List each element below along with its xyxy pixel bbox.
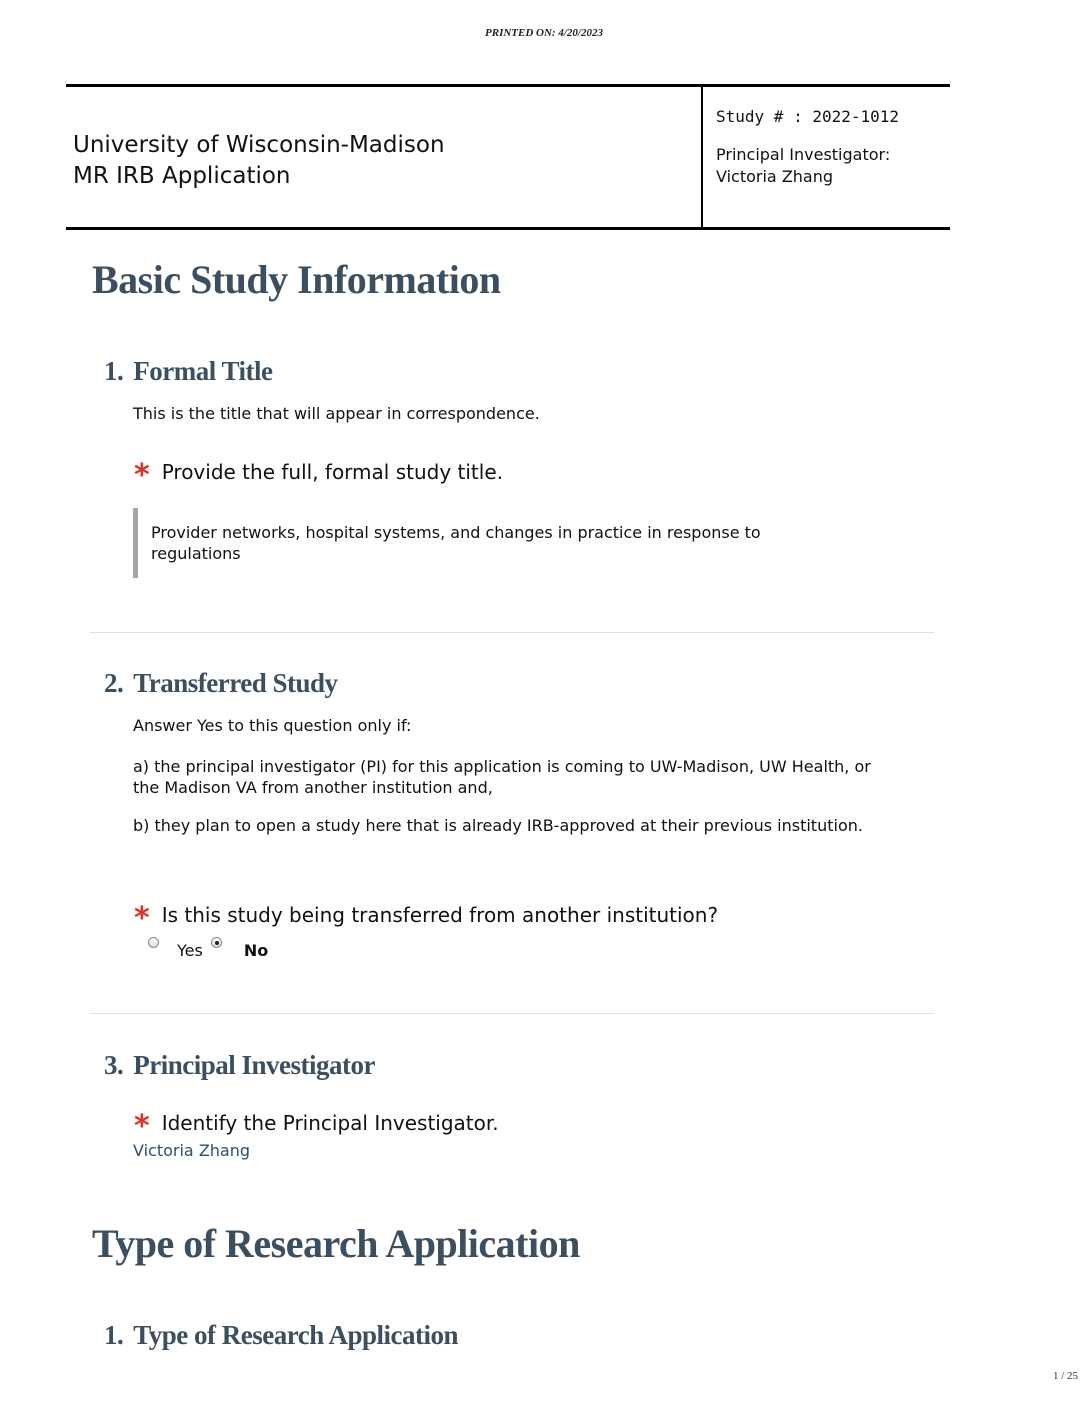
radio-no-label: No <box>243 941 269 960</box>
required-asterisk-icon: * <box>134 458 150 493</box>
question-number: 2. <box>104 668 124 698</box>
question-text: Provide the full, formal study title. <box>161 460 503 484</box>
header-institution <box>73 130 445 192</box>
section-title-type-of-research: Type of Research Application <box>92 1221 580 1266</box>
question-title-transferred-study <box>104 668 338 699</box>
question-title-text: Type of Research Application <box>133 1320 459 1350</box>
question-number: 3. <box>104 1050 124 1080</box>
question-text: Is this study being transferred from another institution? <box>161 903 719 927</box>
question-number: 1. <box>104 356 124 386</box>
document-header <box>66 84 950 230</box>
question-title-text: Transferred Study <box>133 668 338 698</box>
question-title-type-of-research <box>104 1320 458 1351</box>
radio-yes[interactable] <box>148 937 159 948</box>
pi-label: Principal Investigator: <box>716 145 891 164</box>
question-title-formal-title <box>104 356 272 387</box>
help-text-condition-b: b) they plan to open a study here that is already IRB-approved at their previous institution. <box>133 816 863 835</box>
radio-yes-label: Yes <box>177 941 203 960</box>
printed-on-date: PRINTED ON: 4/20/2023 <box>485 27 603 39</box>
radio-no-selected[interactable] <box>211 937 222 948</box>
question-number: 1. <box>104 1320 124 1350</box>
page-number: 1 / 25 <box>1052 1370 1078 1382</box>
study-number: Study # : 2022-1012 <box>716 107 900 126</box>
header-university: University of Wisconsin-Madison <box>73 132 445 158</box>
help-text-answer-yes: Answer Yes to this question only if: <box>133 716 412 735</box>
question-title-principal-investigator <box>104 1050 375 1081</box>
transferred-radio-group <box>148 935 268 960</box>
required-question-identify-pi <box>134 1103 499 1144</box>
answer-formal-title: Provider networks, hospital systems, and changes in practice in response to regulations <box>133 508 853 578</box>
section-title-basic: Basic Study Information <box>92 257 501 302</box>
header-divider <box>701 87 703 227</box>
required-asterisk-icon: * <box>134 1109 150 1144</box>
help-text-condition-a: a) the principal investigator (PI) for this application is coming to UW-Madison, UW Health, or the Madison VA from another institution and, <box>133 757 871 797</box>
question-title-text: Principal Investigator <box>133 1050 375 1080</box>
question-text: Identify the Principal Investigator. <box>161 1111 499 1135</box>
section-divider <box>90 632 934 633</box>
answer-principal-investigator: Victoria Zhang <box>133 1141 251 1160</box>
header-study-info <box>716 107 899 188</box>
required-asterisk-icon: * <box>134 901 150 936</box>
section-divider <box>90 1013 934 1014</box>
help-text-formal-title: This is the title that will appear in correspondence. <box>133 404 540 423</box>
header-application-type: MR IRB Application <box>73 163 291 189</box>
required-question-transferred <box>134 895 719 936</box>
question-title-text: Formal Title <box>133 356 273 386</box>
required-question-formal-title <box>134 452 503 493</box>
pi-name: Victoria Zhang <box>716 167 834 186</box>
